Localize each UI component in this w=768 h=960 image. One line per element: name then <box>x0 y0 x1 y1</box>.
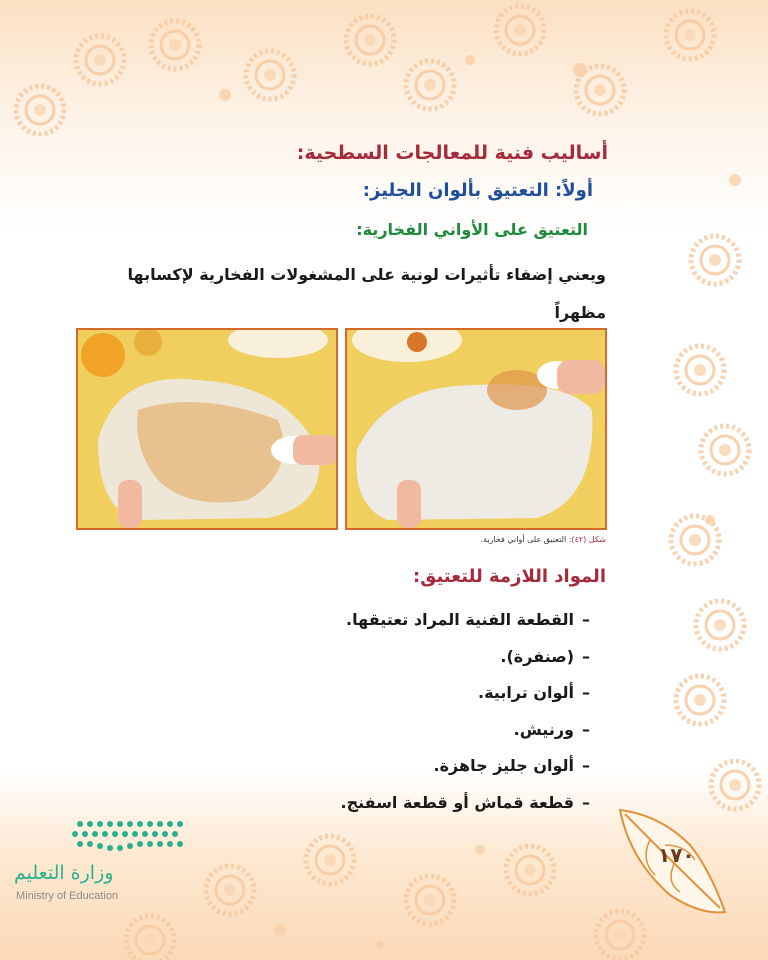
materials-heading: المواد اللازمة للتعتيق: <box>413 566 606 587</box>
list-item-text: ألوان جليز جاهزة. <box>433 756 574 775</box>
paragraph-line-1: ويعني إضفاء تأثيرات لونية على المشغولات الفخارية لإكسابها مظهراً <box>127 265 606 322</box>
list-item-text: ألوان ترابية. <box>478 683 574 702</box>
figure-photo-right <box>345 328 607 530</box>
list-item-text: قطعة قماش أو قطعة اسفنج. <box>340 792 574 812</box>
figure-photo-left <box>76 328 338 530</box>
bullet-dash: – <box>582 792 590 812</box>
bullet-dash: – <box>582 756 590 775</box>
section-title: أساليب فنية للمعالجات السطحية: <box>296 142 608 164</box>
subsection-heading: التعتيق على الأواني الفخارية: <box>356 220 588 239</box>
list-item-text: (صنفرة). <box>500 646 574 666</box>
bullet-dash: – <box>582 719 590 739</box>
bullet-dash: – <box>582 683 590 702</box>
list-item-text: ورنيش. <box>513 719 574 739</box>
list-item-text: القطعة الفنية المراد تعتيقها. <box>346 610 574 629</box>
figure-caption-text: التعتيق على أواني فخارية. <box>480 535 569 544</box>
section-subtitle: أولاً: التعتيق بألوان الجليز: <box>362 180 593 201</box>
ministry-name-english: Ministry of Education <box>16 890 119 902</box>
list-item <box>90 675 590 712</box>
page-number: ١٧٠ <box>658 843 695 867</box>
bullet-dash: – <box>582 646 590 666</box>
bullet-dash: – <box>582 610 590 629</box>
list-item <box>90 602 590 639</box>
list-item <box>90 639 590 676</box>
list-item <box>90 712 590 749</box>
figure-label: شكل (٤٢): <box>568 535 606 544</box>
list-item <box>90 748 590 785</box>
ministry-name-arabic: وزارة التعليم <box>14 862 114 884</box>
figure-caption <box>166 535 606 544</box>
materials-list <box>90 602 590 821</box>
